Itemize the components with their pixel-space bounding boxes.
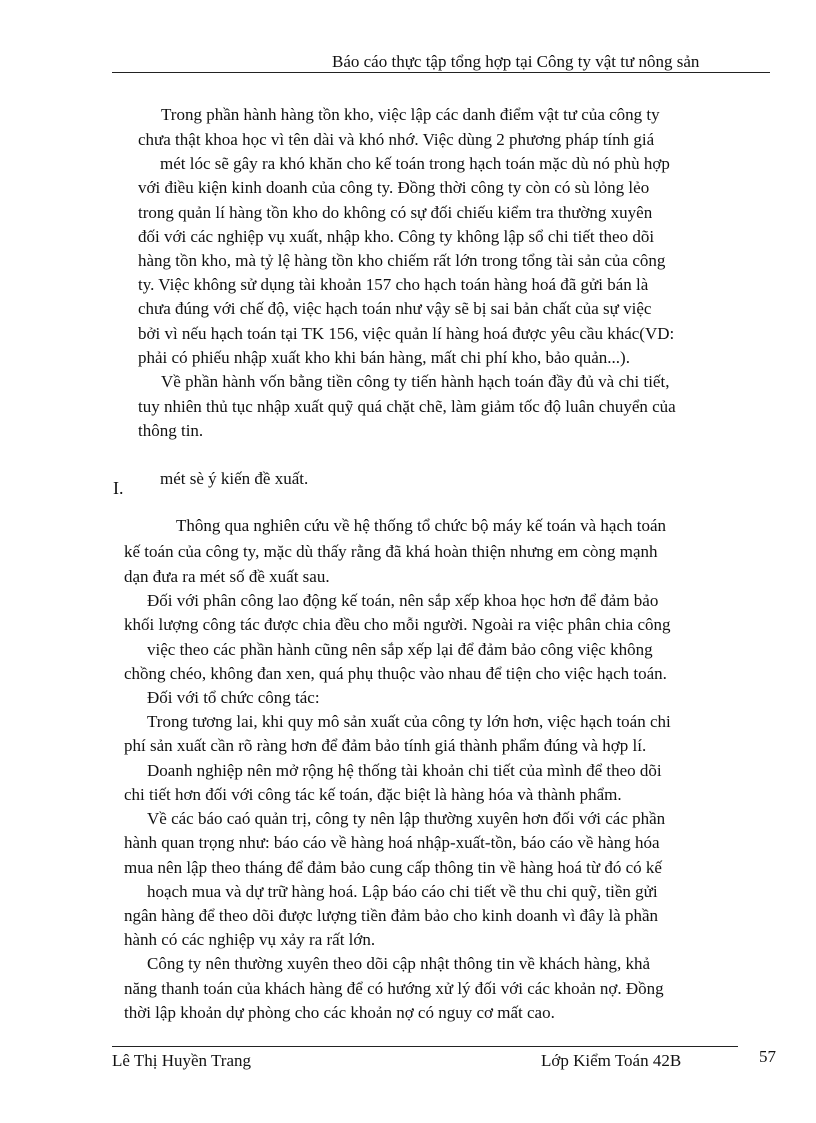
text-line: việc theo các phần hành cũng nên sắp xếp lại để đảm bảo công việc không [147, 640, 653, 659]
text-line: Về các báo caó quản trị, công ty nên lập thường xuyên hơn đối với các phần [147, 809, 666, 828]
section-number: I. [113, 478, 124, 498]
text-line: với điều kiện kinh doanh của công ty. Đồng thời công ty còn có sù lỏng lẻo [138, 178, 650, 197]
text-line: chưa thật khoa học vì tên dài và khó nhớ. Việc dùng 2 phương pháp tính giá [138, 130, 655, 149]
text-line: thông tin. [138, 421, 204, 440]
subheading-organization: Đối với tổ chức công tác: [147, 688, 320, 707]
footer-author: Lê Thị Huyền Trang [112, 1051, 251, 1070]
text-line: tuy nhiên thủ tục nhập xuất quỹ quá chặt chẽ, làm giảm tốc độ luân chuyển của [138, 397, 676, 416]
text-line: đối với các nghiệp vụ xuất, nhập kho. Công ty không lập sổ chi tiết theo dõi [138, 227, 655, 246]
text-line: hành có các nghiệp vụ xảy ra rất lớn. [124, 930, 376, 949]
text-line: chồng chéo, không đan xen, quá phụ thuộc vào nhau để tiện cho việc hạch toán. [124, 664, 667, 683]
text-line: Trong phần hành hàng tồn kho, việc lập các danh điểm vật tư của công ty [161, 105, 660, 124]
text-line: kế toán của công ty, mặc dù thấy rằng đã khá hoàn thiện nhưng em còng mạnh [124, 542, 658, 561]
text-line: thời lập khoản dự phòng cho các khoản nợ có nguy cơ mất cao. [124, 1003, 555, 1022]
text-line: Trong tương lai, khi quy mô sản xuất của công ty lớn hơn, việc hạch toán chi [147, 712, 671, 731]
section-title: mét sè ý kiến đề xuất. [160, 469, 309, 488]
text-line: chi tiết hơn đối với công tác kế toán, đặc biệt là hàng hóa và thành phẩm. [124, 785, 622, 804]
text-line: mét lóc sẽ gây ra khó khăn cho kế toán trong hạch toán mặc dù nó phù hợp [160, 154, 670, 173]
text-line: Về phần hành vốn bằng tiền công ty tiến hành hạch toán đầy đủ và chi tiết, [161, 372, 670, 391]
text-line: năng thanh toán của khách hàng để có hướng xử lý đối với các khoản nợ. Đồng [124, 979, 664, 998]
text-line: dạn đưa ra mét số đề xuất sau. [124, 567, 330, 586]
text-line: chưa đúng với chế độ, việc hạch toán như vậy sẽ bị sai bản chất của sự việc [138, 299, 652, 318]
text-line: khối lượng công tác được chia đều cho mỗi người. Ngoài ra việc phân chia công [124, 615, 671, 634]
footer-divider [112, 1046, 738, 1047]
text-line: trong quản lí hàng tồn kho do không có sự đối chiếu kiểm tra thường xuyên [138, 203, 653, 222]
footer-class-name: Lớp Kiểm Toán 42B [541, 1051, 682, 1070]
text-line: Công ty nên thường xuyên theo dõi cập nhật thông tin về khách hàng, khả [147, 954, 651, 973]
text-line: mua nên lập theo tháng để đảm bảo cung cấp thông tin về hàng hoá từ đó có kế [124, 858, 662, 877]
text-line: bởi vì nếu hạch toán tại TK 156, việc quản lí hàng hoá được yêu cầu khác(VD: [138, 324, 675, 343]
text-line: phí sản xuất cần rõ ràng hơn để đảm bảo tính giá thành phẩm đúng và hợp lí. [124, 736, 647, 755]
text-line: Đối với phân công lao động kế toán, nên sắp xếp khoa học hơn để đảm bảo [147, 591, 659, 610]
text-line: Doanh nghiệp nên mở rộng hệ thống tài khoản chi tiết của mình để theo dõi [147, 761, 662, 780]
text-line: Thông qua nghiên cứu về hệ thống tổ chức bộ máy kế toán và hạch toán [176, 516, 667, 535]
text-line: phải có phiếu nhập xuất kho khi bán hàng, mất chi phí kho, bảo quản...). [138, 348, 630, 367]
header-divider [112, 72, 770, 73]
page-number: 57 [759, 1047, 776, 1066]
text-line: hành quan trọng như: báo cáo về hàng hoá nhập-xuất-tồn, báo cáo về hàng hóa [124, 833, 660, 852]
text-line: ngân hàng để theo dõi được lượng tiền đảm bảo cho kinh doanh vì đây là phần [124, 906, 659, 925]
text-line: hàng tồn kho, mà tỷ lệ hàng tồn kho chiếm rất lớn trong tổng tài sản của công [138, 251, 666, 270]
text-line: hoạch mua và dự trữ hàng hoá. Lập báo cáo chi tiết về thu chi quỹ, tiền gửi [147, 882, 658, 901]
text-line: ty. Việc không sử dụng tài khoản 157 cho hạch toán hàng hoá đã gửi bán là [138, 275, 649, 294]
header-title: Báo cáo thực tập tổng hợp tại Công ty vật tư nông sản [332, 52, 700, 71]
